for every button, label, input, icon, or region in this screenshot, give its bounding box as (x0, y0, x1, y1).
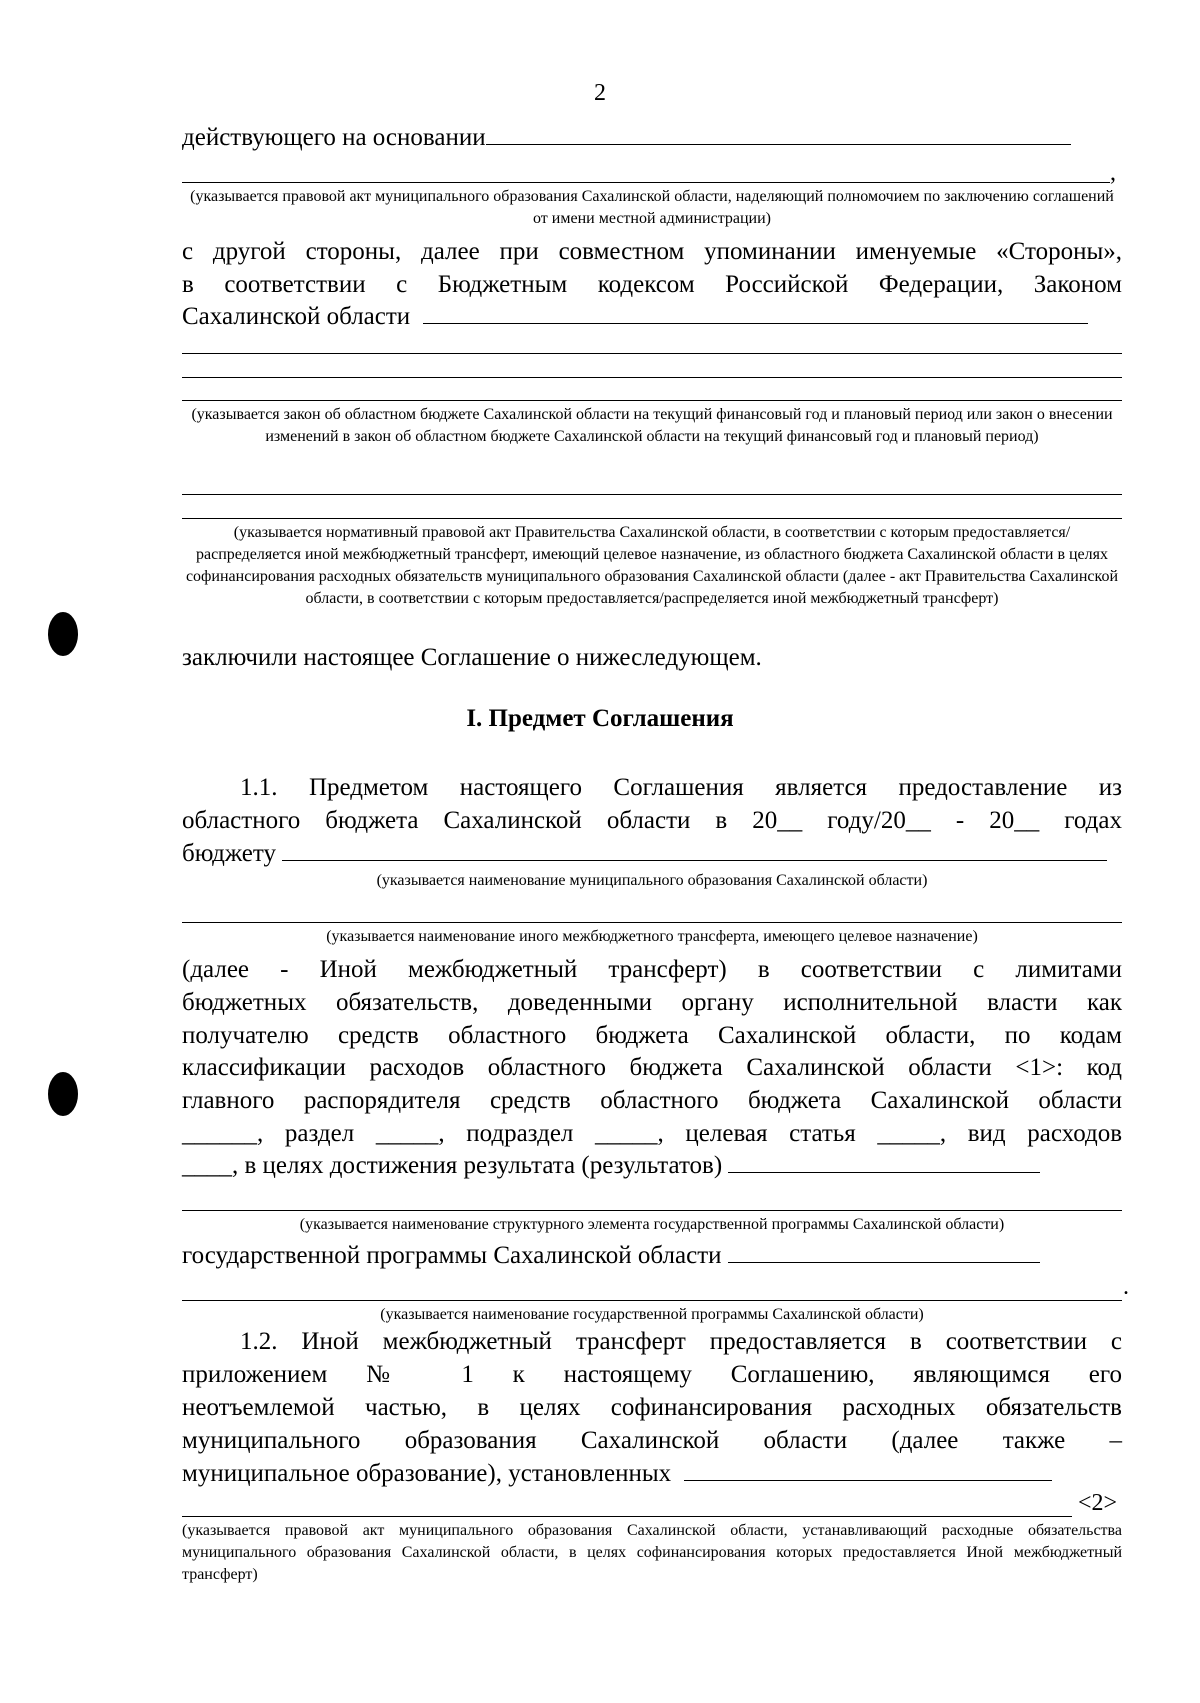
footnote-ref-2: <2> (1078, 1490, 1118, 1516)
page-number: 2 (594, 80, 606, 106)
goal-text: ____, в целях достижения результата (результатов) (182, 1152, 723, 1179)
parties-line-1: с другой стороны, далее при совместном упоминании именуемые «Стороны», (182, 238, 1122, 265)
law-rule-3 (182, 400, 1122, 401)
parties-line-2: в соответствии с Бюджетным кодексом Российской Федерации, Законом (182, 271, 1122, 298)
established-text: муниципальное образование), установленных (182, 1460, 672, 1487)
p11-line-1: 1.1. Предметом настоящего Соглашения является предоставление из (240, 774, 1122, 801)
structural-rule (182, 1210, 1122, 1211)
program-blank (728, 1240, 1040, 1263)
program-rule (182, 1300, 1122, 1301)
p11-line-9: ______, раздел _____, подраздел _____, целевая статья _____, вид расходов (182, 1120, 1122, 1147)
basis-caption: (указывается правовой акт муниципального образования Сахалинской области, наделяющий полномочием по заключению соглашений от имени местной администрации) (190, 188, 1114, 227)
program-caption: (указывается наименование государственной программы Сахалинской области) (380, 1306, 924, 1323)
p11-line-2: областного бюджета Сахалинской области в 20__ году/20__ - 20__ годах (182, 807, 1122, 834)
program-period: . (1123, 1274, 1129, 1300)
section-title: I. Предмет Соглашения (466, 705, 734, 732)
basis-blank (486, 122, 1071, 145)
gov-act-caption: (указывается нормативный правовой акт Правительства Сахалинской области, в соответствии с которым предоставляется/распределяется иной межбюджетный трансферт, имеющий целевое назначение, из областного бюджета Сахалинской области в целях софинансирования расходных обязательств муниципального образования Сахалинской области (далее - акт Правительства Сахалинской области, в соответствии с которым предоставляется/распределяется иной межбюджетный трансферт) (185, 524, 1119, 607)
p11-line-11 (182, 1240, 1122, 1272)
law-rule-2 (182, 377, 1122, 378)
basis-line (182, 122, 1122, 154)
budget-to-text: бюджету (182, 840, 276, 867)
basis-comma: , (1110, 160, 1116, 186)
municipal-act-caption: (указывается правовой акт муниципального образования Сахалинской области, устанавливающий расходные обязательства муниципального образования Сахалинской области, в целях софинансирования которых предоставляется Иной межбюджетный трансферт) (182, 1522, 1122, 1583)
parties-law-text: Сахалинской области (182, 303, 411, 330)
municipality-blank (282, 838, 1107, 861)
p12-line-2: приложением № 1 к настоящему Соглашению, являющимся его (182, 1361, 1122, 1388)
law-blank (423, 301, 1088, 324)
result-blank (728, 1150, 1040, 1173)
p12-line-5 (182, 1458, 1122, 1490)
municipal-act-rule (182, 1516, 1072, 1517)
p11-line-8: главного распорядителя средств областного бюджета Сахалинской области (182, 1087, 1122, 1114)
basis-rule (182, 182, 1110, 183)
p11-line-7: классификации расходов областного бюджета Сахалинской области <1>: код (182, 1054, 1122, 1081)
punch-hole-bottom (48, 1072, 78, 1116)
program-text: государственной программы Сахалинской области (182, 1242, 722, 1269)
p11-line-10 (182, 1150, 1122, 1182)
transfer-rule (182, 922, 1122, 923)
transfer-caption: (указывается наименование иного межбюджетного трансферта, имеющего целевое назначение) (326, 928, 978, 945)
p11-line-5: бюджетных обязательств, доведенными органу исполнительной власти как (182, 989, 1122, 1016)
concluded-text: заключили настоящее Соглашение о нижеследующем. (182, 644, 762, 671)
established-blank (684, 1458, 1052, 1481)
p11-line-6: получателю средств областного бюджета Сахалинской области, по кодам (182, 1022, 1122, 1049)
p12-line-4: муниципального образования Сахалинской области (далее также – (182, 1427, 1122, 1454)
gov-act-rule-1 (182, 494, 1122, 495)
parties-line-3 (182, 301, 1122, 333)
p11-line-3 (182, 838, 1122, 870)
p11-line-4: (далее - Иной межбюджетный трансферт) в соответствии с лимитами (182, 956, 1122, 983)
p12-line-3: неотъемлемой частью, в целях софинансирования расходных обязательств (182, 1394, 1122, 1421)
budget-law-caption: (указывается закон об областном бюджете Сахалинской области на текущий финансовый год и плановый период или закон о внесении изменений в закон об областном бюджете Сахалинской области на текущий финансовый год и плановый период) (191, 406, 1113, 445)
gov-act-rule-2 (182, 518, 1122, 519)
basis-text: действующего на основании (182, 124, 486, 151)
p12-line-1: 1.2. Иной межбюджетный трансферт предоставляется в соответствии с (240, 1328, 1122, 1355)
structural-caption: (указывается наименование структурного элемента государственной программы Сахалинской области) (299, 1216, 1005, 1233)
punch-hole-top (48, 612, 78, 656)
municipality-caption: (указывается наименование муниципального образования Сахалинской области) (376, 872, 928, 889)
law-rule-1 (182, 353, 1122, 354)
